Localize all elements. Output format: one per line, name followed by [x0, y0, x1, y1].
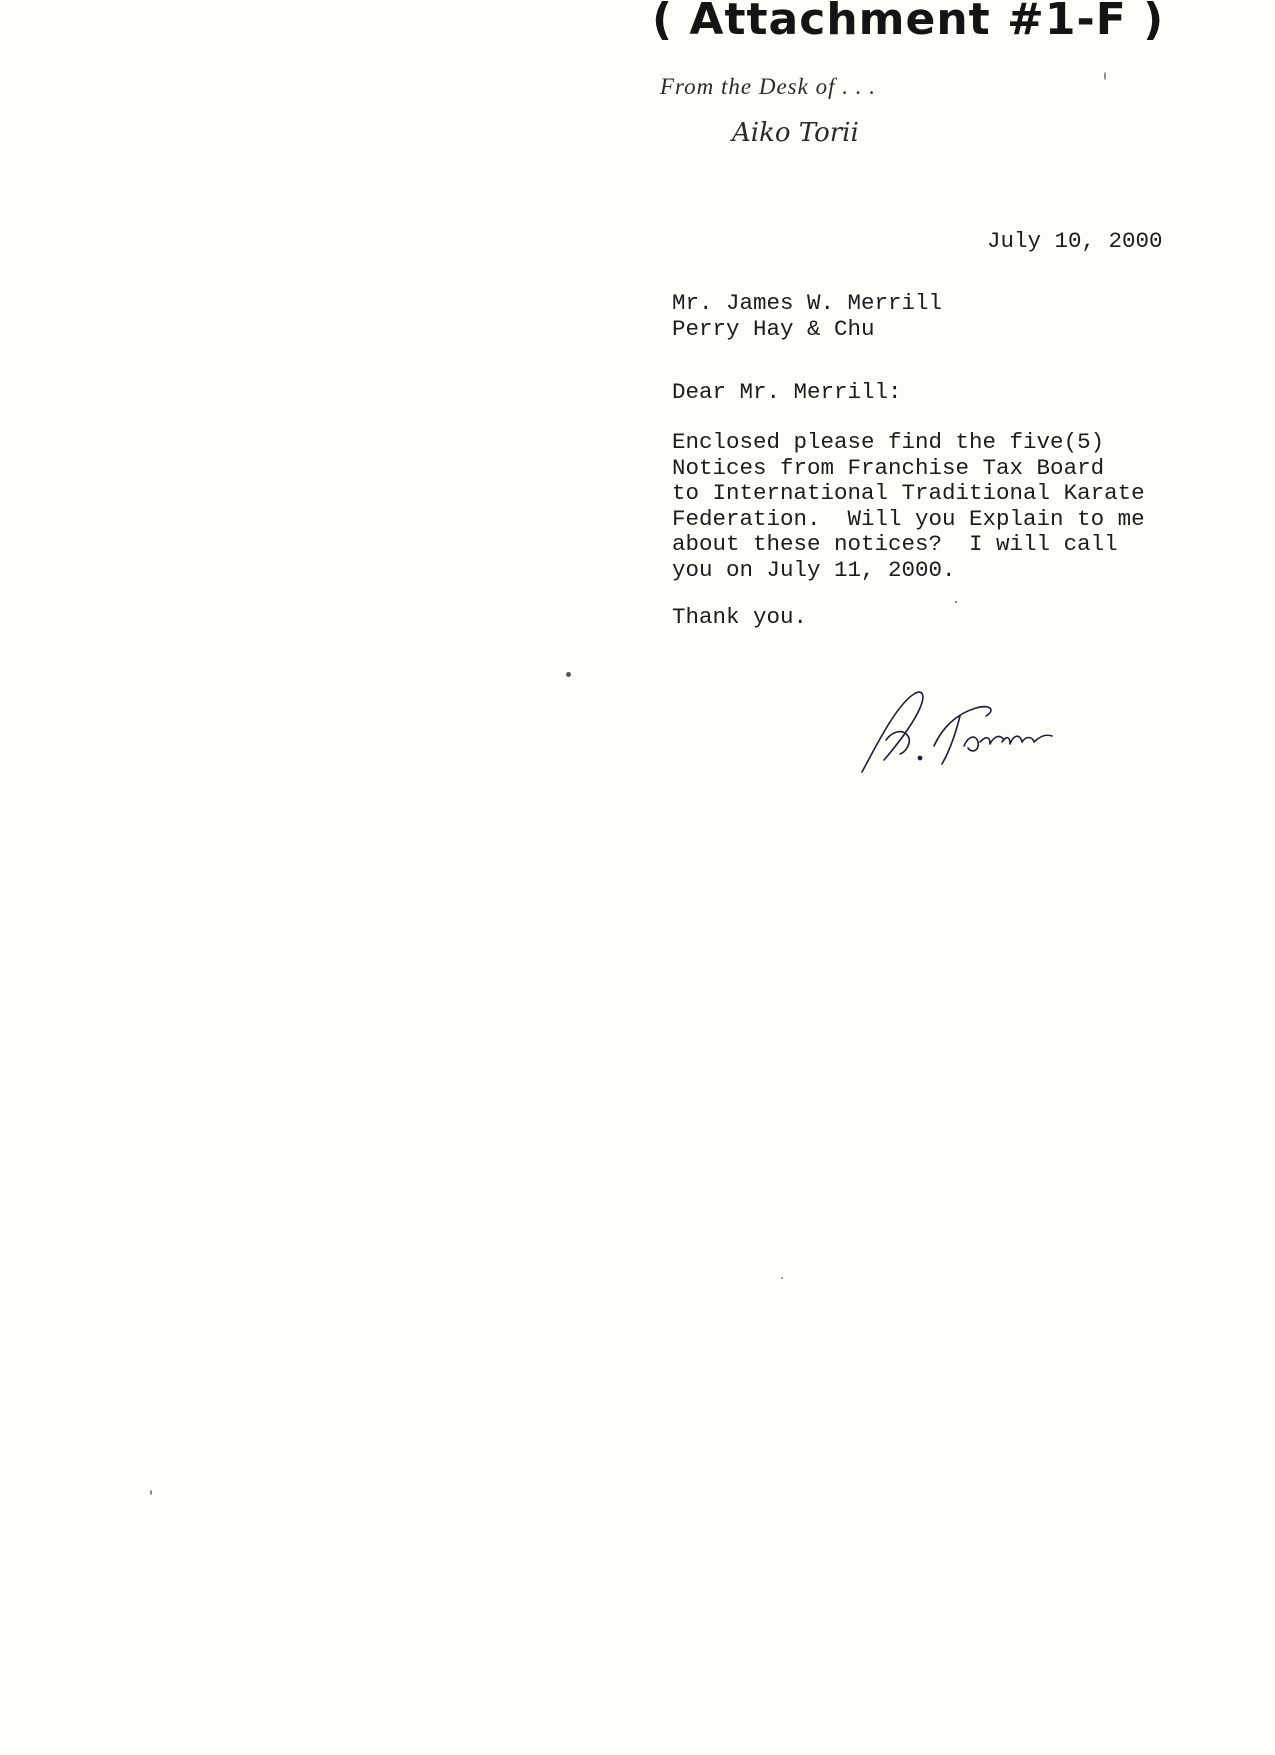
recipient-firm: Perry Hay & Chu: [672, 315, 875, 342]
scan-speck: [150, 1490, 152, 1495]
closing: Thank you.: [672, 604, 808, 630]
body-line: you on July 11, 2000.: [672, 556, 956, 583]
body-line: Federation. Will you Explain to me: [672, 505, 1145, 532]
attachment-label: ( Attachment #1-F ): [652, 0, 1165, 45]
recipient-name: Mr. James W. Merrill: [672, 290, 943, 316]
scan-speck: [955, 601, 957, 603]
body-line: Notices from Franchise Tax Board: [672, 454, 1105, 481]
recipient-block: [672, 291, 942, 342]
scan-speck: [1104, 72, 1106, 80]
body-line: to International Traditional Karate: [672, 480, 1145, 506]
letterhead-intro: From the Desk of . . .: [660, 74, 876, 99]
letterhead-name: Aiko Torii: [732, 118, 859, 148]
body-line: Enclosed please find the five(5): [672, 429, 1105, 455]
scan-speck: [781, 1277, 783, 1279]
letter-body: [672, 430, 1145, 583]
letter-date: July 10, 2000: [987, 228, 1163, 254]
scan-speck: [566, 672, 571, 677]
signature: [856, 680, 1096, 780]
body-line: about these notices? I will call: [672, 531, 1118, 557]
salutation: Dear Mr. Merrill:: [672, 379, 902, 405]
